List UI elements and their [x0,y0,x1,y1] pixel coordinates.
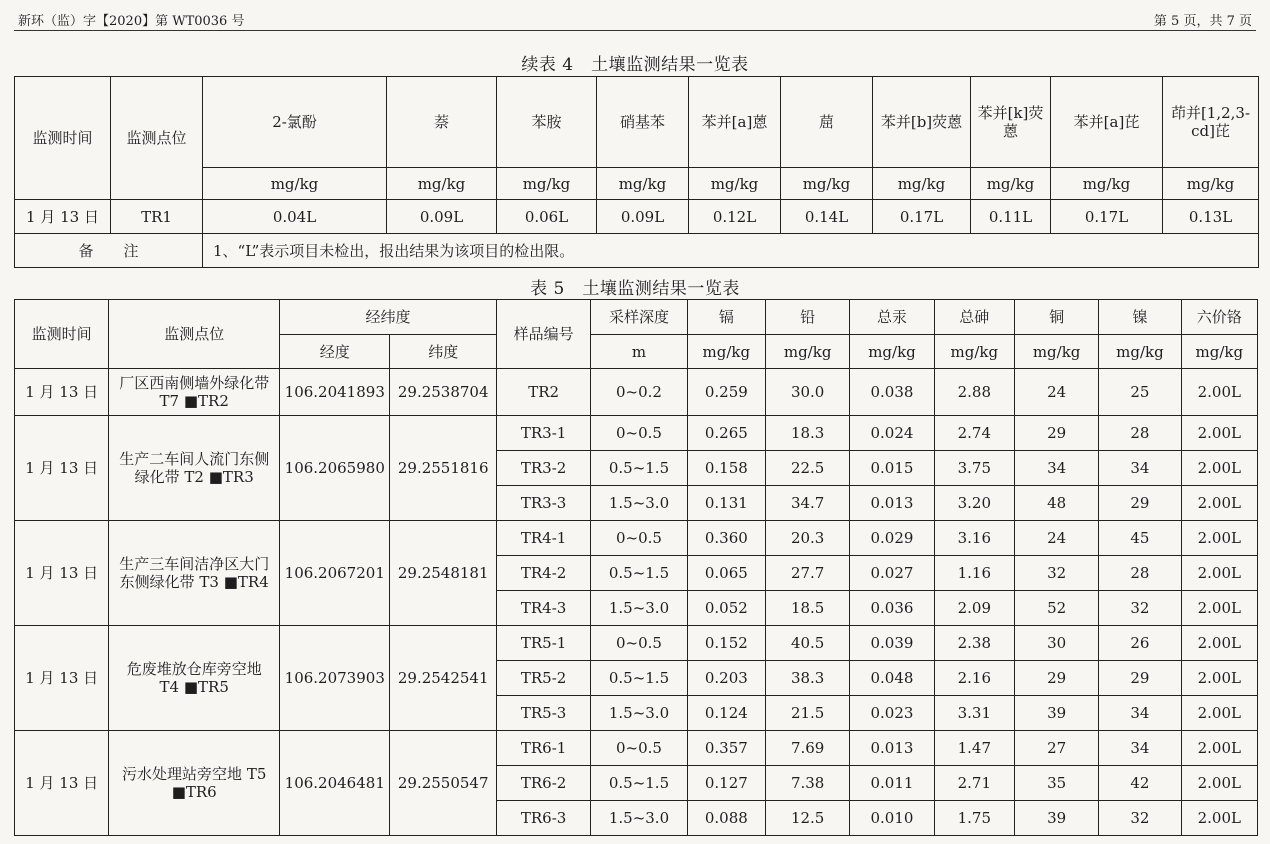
t5-cell-value: 32 [1099,591,1181,626]
t4-remark-text: 1、“L”表示项目未检出，报出结果为该项目的检出限。 [203,234,1259,268]
t5-cell-value: 0.360 [687,521,765,556]
t4-remark-label: 备 注 [15,234,203,268]
t5-cell-value: 39 [1014,801,1098,836]
t4-cell-time: 1 月 13 日 [15,200,111,234]
t5-cell-depth: 1.5~3.0 [591,801,687,836]
t5-cell-value: 0.158 [687,451,765,486]
t5-cell-value: 34.7 [765,486,849,521]
t5-cell-value: 0.152 [687,626,765,661]
t5-cell-value: 29 [1099,661,1181,696]
t4-unit: mg/kg [387,168,497,200]
t5-header-metal: 铅 [765,300,849,335]
t4-analyte: 苯并[a]蒽 [689,77,781,168]
t5-cell-value: 2.00L [1181,451,1257,486]
table-row [15,369,1258,416]
t5-cell-value: 3.75 [934,451,1014,486]
t5-cell-value: 0.131 [687,486,765,521]
t5-cell-value: 34 [1014,451,1098,486]
t5-cell-value: 45 [1099,521,1181,556]
t5-cell-value: 0.011 [850,766,934,801]
t5-cell-depth: 0.5~1.5 [591,556,687,591]
t4-header-time: 监测时间 [15,77,111,200]
t5-unit: mg/kg [1181,335,1257,369]
t5-header-metal: 总汞 [850,300,934,335]
table-row [15,731,1258,766]
t4-analyte: 苯并[b]荧蒽 [873,77,971,168]
t5-cell-value: 7.38 [765,766,849,801]
t5-cell-lon: 106.2041893 [280,369,390,416]
t5-cell-value: 29 [1014,416,1098,451]
t5-unit: mg/kg [687,335,765,369]
t5-cell-value: 38.3 [765,661,849,696]
t5-cell-depth: 0~0.5 [591,521,687,556]
document-number: 新环（监）字【2020】第 WT0036 号 [18,14,245,29]
t5-cell-value: 34 [1099,731,1181,766]
t5-cell-value: 2.00L [1181,416,1257,451]
t5-cell-value: 25 [1099,369,1181,416]
table-row [15,521,1258,556]
t5-cell-value: 2.00L [1181,626,1257,661]
t5-unit: mg/kg [850,335,934,369]
t5-cell-sample: TR5-2 [496,661,590,696]
t5-cell-lat: 29.2551816 [390,416,496,521]
t5-cell-value: 0.023 [850,696,934,731]
t5-cell-lon: 106.2046481 [280,731,390,836]
t4-unit: mg/kg [781,168,873,200]
t5-cell-value: 0.088 [687,801,765,836]
t4-unit: mg/kg [203,168,387,200]
t5-cell-depth: 0.5~1.5 [591,661,687,696]
t5-cell-value: 35 [1014,766,1098,801]
t4-cell-value: 0.17L [873,200,971,234]
t5-cell-value: 34 [1099,696,1181,731]
t5-cell-value: 20.3 [765,521,849,556]
t5-cell-depth: 1.5~3.0 [591,591,687,626]
t5-cell-point: 污水处理站旁空地 T5 ■TR6 [109,731,280,836]
t5-cell-time: 1 月 13 日 [15,626,109,731]
t5-cell-depth: 0.5~1.5 [591,766,687,801]
t5-cell-value: 34 [1099,451,1181,486]
t4-cell-value: 0.11L [971,200,1051,234]
t5-cell-value: 2.00L [1181,731,1257,766]
t5-cell-value: 42 [1099,766,1181,801]
t5-cell-depth: 1.5~3.0 [591,696,687,731]
t5-cell-value: 1.16 [934,556,1014,591]
t5-cell-value: 30.0 [765,369,849,416]
t5-cell-value: 0.203 [687,661,765,696]
t5-cell-value: 1.75 [934,801,1014,836]
t5-cell-value: 2.00L [1181,661,1257,696]
t5-header-depth: 采样深度 [591,300,687,335]
table-row [15,626,1258,661]
t5-cell-time: 1 月 13 日 [15,731,109,836]
t5-cell-value: 2.00L [1181,521,1257,556]
t5-cell-lat: 29.2538704 [390,369,496,416]
t5-cell-sample: TR3-3 [496,486,590,521]
t5-cell-value: 3.16 [934,521,1014,556]
t5-cell-sample: TR3-2 [496,451,590,486]
page-number: 第 5 页，共 7 页 [1153,14,1252,29]
t5-unit: mg/kg [934,335,1014,369]
t4-cell-value: 0.13L [1163,200,1259,234]
table4 [14,76,1259,268]
t5-cell-value: 0.027 [850,556,934,591]
t4-unit: mg/kg [1051,168,1163,200]
t5-cell-point: 生产三车间洁净区大门东侧绿化带 T3 ■TR4 [109,521,280,626]
t5-cell-value: 3.31 [934,696,1014,731]
t5-cell-sample: TR5-3 [496,696,590,731]
t5-cell-value: 32 [1099,801,1181,836]
t4-analyte: 苯并[a]芘 [1051,77,1163,168]
t4-analyte: 硝基苯 [597,77,689,168]
t5-cell-sample: TR3-1 [496,416,590,451]
t4-header-point: 监测点位 [111,77,203,200]
t5-cell-value: 0.024 [850,416,934,451]
t5-cell-sample: TR4-3 [496,591,590,626]
t4-analyte: 苯并[k]荧蒽 [971,77,1051,168]
table4-caption: 续表 4 土壤监测结果一览表 [521,55,749,75]
t5-cell-value: 27 [1014,731,1098,766]
t5-cell-value: 52 [1014,591,1098,626]
t4-analyte: 䓛 [781,77,873,168]
t5-cell-value: 2.00L [1181,486,1257,521]
t5-cell-point: 生产二车间人流门东侧绿化带 T2 ■TR3 [109,416,280,521]
t4-unit: mg/kg [497,168,597,200]
t5-cell-value: 2.74 [934,416,1014,451]
t4-cell-value: 0.12L [689,200,781,234]
t5-cell-value: 0.013 [850,731,934,766]
t5-cell-value: 29 [1099,486,1181,521]
t5-cell-sample: TR2 [496,369,590,416]
t5-cell-value: 0.259 [687,369,765,416]
t5-cell-sample: TR5-1 [496,626,590,661]
t5-cell-value: 2.71 [934,766,1014,801]
t5-cell-value: 29 [1014,661,1098,696]
t5-cell-value: 18.5 [765,591,849,626]
t4-unit: mg/kg [1163,168,1259,200]
t4-unit: mg/kg [873,168,971,200]
t5-cell-value: 2.09 [934,591,1014,626]
t5-cell-time: 1 月 13 日 [15,521,109,626]
t5-cell-value: 21.5 [765,696,849,731]
t5-header-metal: 镉 [687,300,765,335]
t5-cell-value: 28 [1099,416,1181,451]
t5-cell-value: 26 [1099,626,1181,661]
t5-cell-value: 24 [1014,521,1098,556]
t5-cell-value: 27.7 [765,556,849,591]
t5-cell-value: 7.69 [765,731,849,766]
table5-caption: 表 5 土壤监测结果一览表 [530,279,740,299]
t5-cell-value: 0.065 [687,556,765,591]
t5-cell-value: 0.010 [850,801,934,836]
t5-cell-time: 1 月 13 日 [15,416,109,521]
t5-cell-value: 32 [1014,556,1098,591]
t4-analyte: 苯胺 [497,77,597,168]
t5-cell-value: 0.357 [687,731,765,766]
t5-cell-value: 0.029 [850,521,934,556]
t5-cell-value: 48 [1014,486,1098,521]
t5-cell-lon: 106.2067201 [280,521,390,626]
t5-depth-unit: m [591,335,687,369]
t5-cell-point: 厂区西南侧墙外绿化带 T7 ■TR2 [109,369,280,416]
t5-cell-value: 2.00L [1181,369,1257,416]
t5-cell-depth: 0~0.5 [591,731,687,766]
t5-cell-lat: 29.2542541 [390,626,496,731]
t5-cell-sample: TR4-1 [496,521,590,556]
table5 [14,299,1258,836]
t5-cell-value: 2.00L [1181,591,1257,626]
t5-cell-value: 0.013 [850,486,934,521]
t5-header-lon: 经度 [280,335,390,369]
header-divider [14,30,1256,31]
t5-cell-value: 2.00L [1181,696,1257,731]
t5-cell-value: 2.00L [1181,801,1257,836]
t5-cell-depth: 0.5~1.5 [591,451,687,486]
t5-header-metal: 镍 [1099,300,1181,335]
t5-cell-value: 0.127 [687,766,765,801]
t5-cell-value: 2.00L [1181,556,1257,591]
t5-cell-value: 28 [1099,556,1181,591]
t5-cell-value: 0.048 [850,661,934,696]
page-header [18,10,1252,30]
t5-cell-time: 1 月 13 日 [15,369,109,416]
t5-cell-value: 24 [1014,369,1098,416]
t5-cell-lat: 29.2548181 [390,521,496,626]
t5-cell-sample: TR6-3 [496,801,590,836]
t5-unit: mg/kg [1014,335,1098,369]
t5-cell-sample: TR6-2 [496,766,590,801]
t5-cell-value: 0.124 [687,696,765,731]
t5-cell-value: 12.5 [765,801,849,836]
t4-cell-value: 0.06L [497,200,597,234]
t5-cell-value: 30 [1014,626,1098,661]
t4-unit: mg/kg [689,168,781,200]
t5-cell-value: 1.47 [934,731,1014,766]
t5-cell-value: 2.88 [934,369,1014,416]
table-row [15,200,1259,234]
t5-cell-value: 22.5 [765,451,849,486]
t4-cell-value: 0.14L [781,200,873,234]
t4-cell-point: TR1 [111,200,203,234]
t5-cell-lon: 106.2073903 [280,626,390,731]
t5-cell-value: 3.20 [934,486,1014,521]
t5-unit: mg/kg [765,335,849,369]
t5-cell-value: 18.3 [765,416,849,451]
t5-header-time: 监测时间 [15,300,109,369]
t5-cell-lat: 29.2550547 [390,731,496,836]
t5-cell-value: 0.265 [687,416,765,451]
t4-analyte: 2-氯酚 [203,77,387,168]
t5-cell-lon: 106.2065980 [280,416,390,521]
t5-cell-depth: 0~0.5 [591,416,687,451]
t4-unit: mg/kg [597,168,689,200]
t4-cell-value: 0.04L [203,200,387,234]
t4-cell-value: 0.09L [597,200,689,234]
t5-cell-depth: 0~0.5 [591,626,687,661]
t5-header-metal: 铜 [1014,300,1098,335]
t5-header-sample: 样品编号 [496,300,590,369]
t5-cell-value: 39 [1014,696,1098,731]
t5-cell-value: 0.039 [850,626,934,661]
t5-cell-value: 2.00L [1181,766,1257,801]
t5-cell-depth: 1.5~3.0 [591,486,687,521]
t5-unit: mg/kg [1099,335,1181,369]
t5-cell-value: 2.38 [934,626,1014,661]
t5-header-point: 监测点位 [109,300,280,369]
t5-header-lat: 纬度 [390,335,496,369]
t5-cell-sample: TR4-2 [496,556,590,591]
t5-cell-value: 0.015 [850,451,934,486]
t4-analyte: 茚并[1,2,3-cd]芘 [1163,77,1259,168]
t4-cell-value: 0.09L [387,200,497,234]
t4-unit: mg/kg [971,168,1051,200]
t5-header-metal: 六价铬 [1181,300,1257,335]
t5-header-latlon: 经纬度 [280,300,497,335]
t5-cell-value: 40.5 [765,626,849,661]
t5-cell-depth: 0~0.2 [591,369,687,416]
t5-cell-point: 危废堆放仓库旁空地 T4 ■TR5 [109,626,280,731]
t4-cell-value: 0.17L [1051,200,1163,234]
t5-cell-value: 0.038 [850,369,934,416]
table-row [15,416,1258,451]
t4-analyte: 萘 [387,77,497,168]
t5-cell-sample: TR6-1 [496,731,590,766]
t5-cell-value: 0.052 [687,591,765,626]
t5-cell-value: 0.036 [850,591,934,626]
t5-header-metal: 总砷 [934,300,1014,335]
t5-cell-value: 2.16 [934,661,1014,696]
